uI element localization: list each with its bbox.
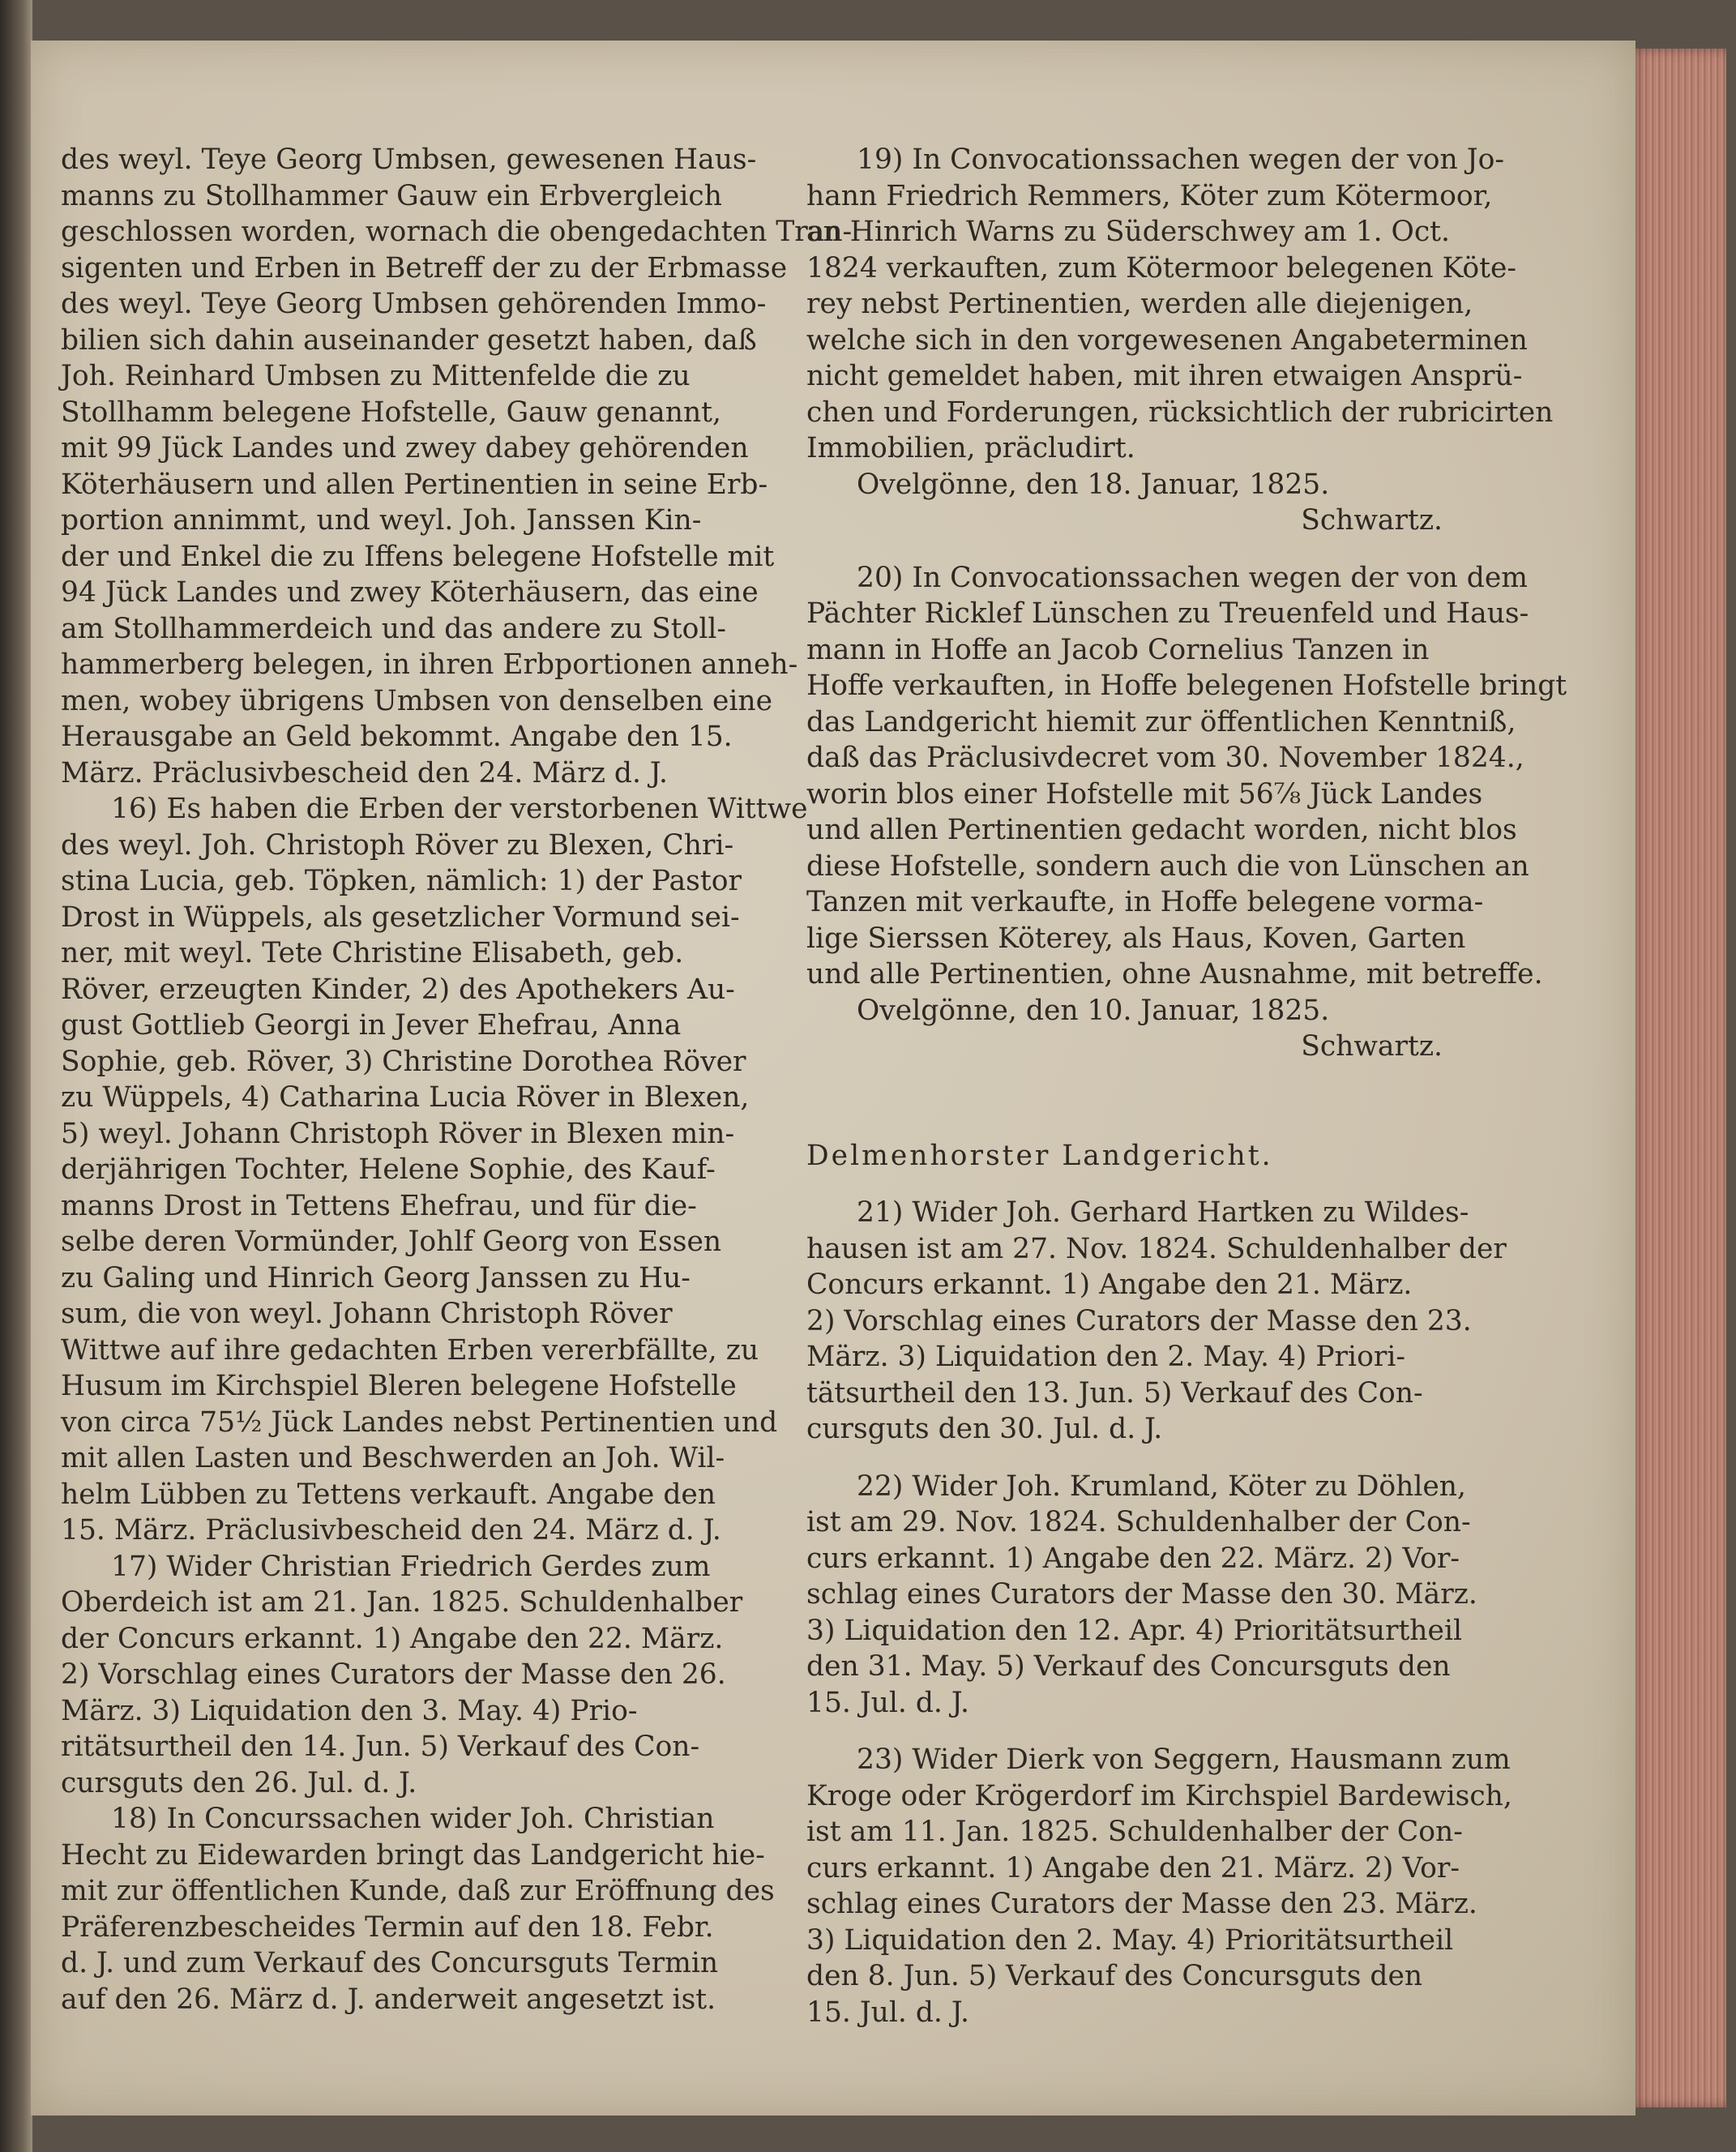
text-line: selbe deren Vormünder, Johlf Georg von Essen (61, 1226, 722, 1258)
text-line: Hoffe verkauften, in Hoffe belegenen Hofstelle bringt (806, 670, 1567, 702)
text-line: Wittwe auf ihre gedachten Erben vererbfällte, zu (61, 1333, 759, 1367)
text-line: 3) Liquidation den 2. May. 4) Prioritätsurtheil (806, 1923, 1454, 1957)
text-line: portion annimmt, und weyl. Joh. Janssen Kin- (61, 504, 702, 537)
text-line: 2) Vorschlag eines Curators der Masse den 26. (61, 1658, 726, 1691)
text-line: manns Drost in Tettens Ehefrau, und für die- (61, 1189, 697, 1222)
text-line: welche sich in den vorgewesenen Angabeterminen (806, 323, 1528, 357)
text-line: d. J. und zum Verkauf des Concursguts Termin (61, 1947, 719, 1979)
text-line: Stollhamm belegene Hofstelle, Gauw genannt, (61, 396, 722, 429)
text-line: curs erkannt. 1) Angabe den 21. März. 2) Vor- (806, 1851, 1460, 1885)
text-line: stina Lucia, geb. Töpken, nämlich: 1) der Pastor (61, 865, 742, 897)
text-line: Joh. Reinhard Umbsen zu Mittenfelde die zu (61, 360, 691, 392)
text-line: cursguts den 26. Jul. d. J. (61, 1766, 417, 1799)
text-line: manns zu Stollhammer Gauw ein Erbvergleich (61, 179, 722, 212)
text-line: der Concurs erkannt. 1) Angabe den 22. März. (61, 1622, 724, 1655)
item-20 (806, 560, 1567, 993)
text-line: 15. März. Präclusivbescheid den 24. März d. J. (61, 1514, 721, 1547)
text-line: Concurs erkannt. 1) Angabe den 21. März. (806, 1269, 1413, 1301)
text-line: auf den 26. März d. J. anderweit angesetzt ist. (61, 1983, 716, 2016)
text-line: Pächter Ricklef Lünschen zu Treuenfeld und Haus- (806, 597, 1529, 630)
text-line: hann Friedrich Remmers, Köter zum Kötermoor, (806, 179, 1493, 212)
text-line: und allen Pertinentien gedacht worden, nicht blos (806, 814, 1517, 846)
text-line: 94 Jück Landes und zwey Köterhäusern, das eine (61, 576, 759, 609)
text-line: 17) Wider Christian Friedrich Gerdes zum (111, 1550, 711, 1583)
text-line: hausen ist am 27. Nov. 1824. Schuldenhalber der (806, 1232, 1507, 1265)
section-title: Delmenhorster Landgericht. (806, 1139, 1273, 1172)
text-line: das Landgericht hiemit zur öffentlichen Kenntniß, (806, 705, 1516, 738)
text-line: diese Hofstelle, sondern auch die von Lünschen an (806, 849, 1529, 883)
text-line: 15. Jul. d. J. (806, 1996, 969, 2029)
text-line: bilien sich dahin auseinander gesetzt haben, daß (61, 323, 757, 357)
text-line: des weyl. Teye Georg Umbsen, gewesenen Haus- (61, 143, 757, 176)
text-line: sigenten und Erben in Betreff der zu der Erbmasse (61, 251, 788, 285)
item-23 (806, 1742, 1516, 2030)
text-line: daß das Präclusivdecret vom 30. November 1824., (806, 742, 1524, 774)
text-line: Oberdeich ist am 21. Jan. 1825. Schuldenhalber (61, 1586, 743, 1619)
page-edges (1629, 49, 1726, 2107)
item-20-date: Ovelgönne, den 10. Januar, 1825. (857, 994, 1330, 1027)
text-line: an Hinrich Warns zu Süderschwey am 1. Oct. (806, 216, 1450, 248)
item-20-signature: Schwartz. (1301, 1030, 1443, 1063)
text-line: Sophie, geb. Röver, 3) Christine Dorothea Röver (61, 1045, 746, 1078)
text-line: derjährigen Tochter, Helene Sophie, des Kauf- (61, 1153, 716, 1186)
text-line: helm Lübben zu Tettens verkauft. Angabe den (61, 1478, 716, 1511)
text-line: men, wobey übrigens Umbsen von denselben eine (61, 684, 773, 717)
text-line: 23) Wider Dierk von Seggern, Hausmann zum (857, 1743, 1511, 1776)
text-line: 18) In Concurssachen wider Joh. Christian (111, 1803, 715, 1835)
text-line: 21) Wider Joh. Gerhard Hartken zu Wildes- (857, 1196, 1469, 1229)
text-line: mit allen Lasten und Beschwerden an Joh. Wil- (61, 1442, 725, 1474)
text-line: des weyl. Joh. Christoph Röver zu Blexen, Chri- (61, 828, 734, 862)
text-line: Röver, erzeugten Kinder, 2) des Apothekers Au- (61, 973, 735, 1006)
text-line: tätsurtheil den 13. Jun. 5) Verkauf des Con- (806, 1376, 1423, 1410)
text-line: 5) weyl. Johann Christoph Röver in Blexen min- (61, 1117, 735, 1150)
text-line: lige Sierssen Köterey, als Haus, Koven, Garten (806, 922, 1466, 955)
text-line: Herausgabe an Geld bekommt. Angabe den 15. (61, 721, 733, 753)
text-line: gust Gottlieb Georgi in Jever Ehefrau, Anna (61, 1009, 682, 1042)
text-line: hammerberg belegen, in ihren Erbportionen anneh- (61, 648, 798, 681)
text-line: März. 3) Liquidation den 3. May. 4) Prio- (61, 1694, 638, 1727)
text-line: 19) In Convocationssachen wegen der von Jo- (857, 143, 1504, 176)
text-line: und alle Pertinentien, ohne Ausnahme, mit betreffe. (806, 958, 1543, 990)
binding-shadow (0, 0, 32, 2152)
text-line: Hecht zu Eidewarden bringt das Landgericht hie- (61, 1838, 765, 1872)
item-15-continuation (61, 142, 853, 791)
item-19-date: Ovelgönne, den 18. Januar, 1825. (857, 468, 1330, 501)
text-line: März. 3) Liquidation den 2. May. 4) Priori- (806, 1341, 1406, 1373)
text-line: Immobilien, präcludirt. (806, 432, 1135, 464)
right-column (806, 142, 1567, 2030)
text-line: Drost in Wüppels, als gesetzlicher Vormund sei- (61, 901, 740, 934)
text-line: nicht gemeldet haben, mit ihren etwaigen Ansprü- (806, 360, 1523, 392)
text-line: am Stollhammerdeich und das andere zu Stoll- (61, 612, 727, 645)
text-line: zu Wüppels, 4) Catharina Lucia Röver in Blexen, (61, 1081, 750, 1114)
text-line: mit zur öffentlichen Kunde, daß zur Eröffnung des (61, 1875, 775, 1907)
item-21 (806, 1195, 1516, 1448)
item-17 (61, 1549, 778, 1802)
text-line: sum, die von weyl. Johann Christoph Röver (61, 1298, 673, 1330)
text-line: cursguts den 30. Jul. d. J. (806, 1413, 1163, 1445)
text-line: 22) Wider Joh. Krumland, Köter zu Döhlen, (857, 1470, 1466, 1503)
left-column (61, 142, 853, 2017)
text-line: zu Galing und Hinrich Georg Janssen zu Hu- (61, 1261, 691, 1294)
text-line: schlag eines Curators der Masse den 30. März. (806, 1578, 1477, 1611)
text-line: curs erkannt. 1) Angabe den 22. März. 2) Vor- (806, 1542, 1460, 1575)
item-22 (806, 1469, 1516, 1722)
text-line: Husum im Kirchspiel Bleren belegene Hofstelle (61, 1370, 737, 1402)
text-line: von circa 75½ Jück Landes nebst Pertinentien und (61, 1405, 778, 1439)
text-line: 3) Liquidation den 12. Apr. 4) Prioritätsurtheil (806, 1614, 1463, 1647)
text-line: ritätsurtheil den 14. Jun. 5) Verkauf des Con- (61, 1731, 700, 1763)
text-line: chen und Forderungen, rücksichtlich der rubricirten (806, 396, 1554, 429)
item-19-signature: Schwartz. (1301, 504, 1443, 537)
text-line: ist am 29. Nov. 1824. Schuldenhalber der Con- (806, 1506, 1471, 1538)
text-line: 2) Vorschlag eines Curators der Masse den 23. (806, 1304, 1472, 1337)
item-19 (806, 142, 1554, 467)
text-line: 16) Es haben die Erben der verstorbenen Wittwe (111, 793, 808, 825)
item-16 (61, 791, 808, 1549)
text-line: März. Präclusivbescheid den 24. März d. J. (61, 756, 669, 789)
item-18 (61, 1801, 778, 2017)
text-line: der und Enkel die zu Iffens belegene Hofstelle mit (61, 540, 775, 573)
text-line: Tanzen mit verkaufte, in Hoffe belegene vorma- (806, 886, 1484, 918)
text-line: ner, mit weyl. Tete Christine Elisabeth, geb. (61, 937, 684, 969)
text-line: rey nebst Pertinentien, werden alle diejenigen, (806, 288, 1473, 320)
text-line: ist am 11. Jan. 1825. Schuldenhalber der Con- (806, 1816, 1463, 1848)
text-line: Kroge oder Krögerdorf im Kirchspiel Bardewisch, (806, 1779, 1512, 1812)
text-line: Köterhäusern und allen Pertinentien in seine Erb- (61, 468, 768, 501)
text-line: mit 99 Jück Landes und zwey dabey gehörenden (61, 432, 749, 464)
text-line: 1824 verkauften, zum Kötermoor belegenen Köte- (806, 251, 1517, 285)
text-line: 15. Jul. d. J. (806, 1686, 969, 1719)
text-line: geschlossen worden, wornach die obengedachten Tran- (61, 216, 853, 248)
text-line: worin blos einer Hofstelle mit 56⅞ Jück Landes (806, 777, 1483, 811)
text-line: des weyl. Teye Georg Umbsen gehörenden Immo- (61, 288, 767, 320)
text-line: 20) In Convocationssachen wegen der von dem (857, 561, 1528, 594)
text-line: mann in Hoffe an Jacob Cornelius Tanzen in (806, 633, 1430, 666)
text-line: schlag eines Curators der Masse den 23. März. (806, 1888, 1477, 1920)
text-line: Präferenzbescheides Termin auf den 18. Febr. (61, 1910, 714, 1944)
text-line: den 31. May. 5) Verkauf des Concursguts den (806, 1650, 1451, 1683)
text-line: den 8. Jun. 5) Verkauf des Concursguts den (806, 1960, 1423, 1992)
